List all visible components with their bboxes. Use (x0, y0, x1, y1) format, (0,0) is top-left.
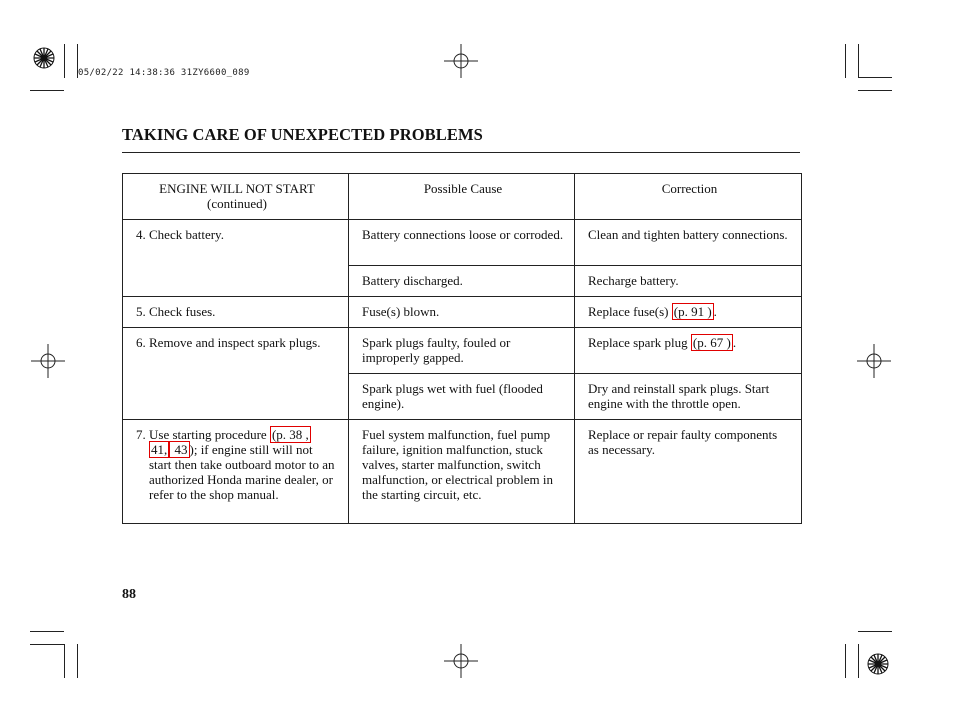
correction-cell: Replace spark plug (p. 67 ) . (575, 328, 802, 374)
page-ref-link[interactable]: (p. 91 ) (673, 304, 712, 319)
crop-mark (30, 644, 64, 645)
check-cell: 7. Use starting procedure (p. 38 , 41, 43 ); if engine still will not start then take outboard motor to an authorized Honda marine dealer, or refer to the shop manual. (123, 420, 349, 524)
crop-mark (845, 644, 846, 678)
table-row (123, 420, 802, 524)
registration-target-icon (865, 651, 891, 677)
crop-mark (858, 631, 892, 632)
correction-cell: Recharge battery. (575, 266, 802, 297)
crop-mark (845, 44, 846, 78)
table-header-row (123, 174, 802, 220)
crop-mark (30, 90, 64, 91)
correction-cell: Replace or repair faulty components as necessary. (575, 420, 802, 524)
correction-cell: Dry and reinstall spark plugs. Start engine with the throttle open. (575, 374, 802, 420)
title-divider (122, 152, 800, 153)
cause-cell: Battery discharged. (349, 266, 575, 297)
cause-cell: Fuse(s) blown. (349, 297, 575, 328)
crop-mark (858, 644, 859, 678)
print-stamp: 05/02/22 14:38:36 31ZY6600_089 (78, 68, 250, 78)
table-row (123, 328, 802, 374)
page-number: 88 (122, 587, 136, 602)
crop-mark (77, 644, 78, 678)
crop-mark (30, 631, 64, 632)
crosshair-icon (444, 644, 478, 678)
correction-cell: Replace fuse(s) (p. 91 ) . (575, 297, 802, 328)
crop-mark (64, 44, 65, 78)
crop-mark (64, 644, 65, 678)
check-cell: 4. Check battery. (123, 220, 349, 297)
cause-cell: Spark plugs wet with fuel (flooded engine). (349, 374, 575, 420)
header-correction: Correction (575, 174, 802, 220)
cause-cell: Fuel system malfunction, fuel pump failure, ignition malfunction, stuck valves, starter malfunction, switch malfunction, or electrical problem in the starting circuit, etc. (349, 420, 575, 524)
cause-cell: Battery connections loose or corroded. (349, 220, 575, 266)
troubleshooting-table (122, 173, 802, 524)
crop-mark (858, 90, 892, 91)
correction-cell: Clean and tighten battery connections. (575, 220, 802, 266)
page-ref-link[interactable]: (p. 67 ) (692, 335, 731, 350)
crosshair-icon (857, 344, 891, 378)
table-row (123, 220, 802, 266)
header-symptom: ENGINE WILL NOT START (continued) (123, 174, 349, 220)
section-title: TAKING CARE OF UNEXPECTED PROBLEMS (122, 125, 483, 144)
page-ref-link[interactable]: 41, (151, 442, 168, 457)
check-cell: 5. Check fuses. (123, 297, 349, 328)
page-ref-link[interactable]: 43 (171, 442, 188, 457)
crop-mark (858, 77, 892, 78)
crosshair-icon (31, 344, 65, 378)
cause-cell: Spark plugs faulty, fouled or improperly gapped. (349, 328, 575, 374)
registration-target-icon (31, 45, 57, 71)
header-possible-cause: Possible Cause (349, 174, 575, 220)
page-ref-link[interactable]: (p. 38 , (271, 427, 309, 442)
crop-mark (858, 44, 859, 78)
crosshair-icon (444, 44, 478, 78)
check-cell: 6. Remove and inspect spark plugs. (123, 328, 349, 420)
table-row (123, 297, 802, 328)
